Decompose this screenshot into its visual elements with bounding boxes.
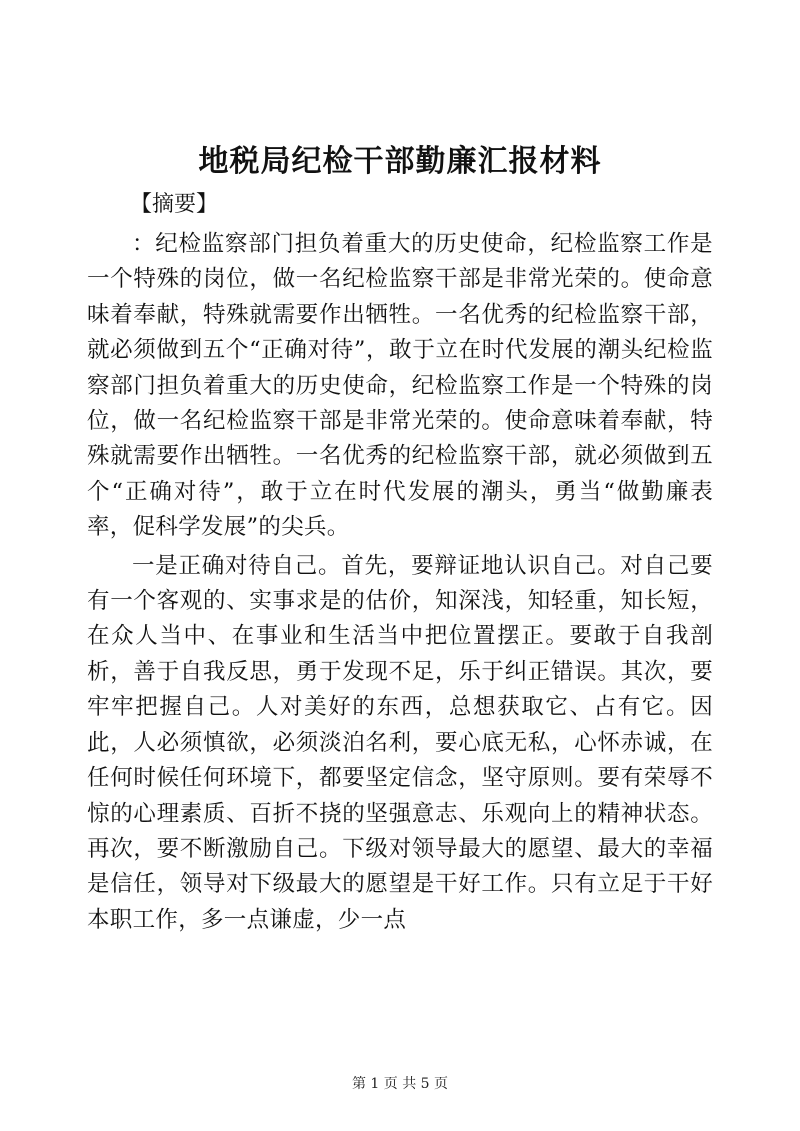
- paragraph-abstract: ：纪检监察部门担负着重大的历史使命，纪检监察工作是一个特殊的岗位，做一名纪检监察干部是非常光荣的。使命意味着奉献，特殊就需要作出牺牲。一名优秀的纪检监察干部，就必须做到五个“正确对待”，敢于立在时代发展的潮头纪检监察部门担负着重大的历史使命，纪检监察工作是一个特殊的岗位，做一名纪检监察干部是非常光荣的。使命意味着奉献，特殊就需要作出牺牲。一名优秀的纪检监察干部，就必须做到五个“正确对待”，敢于立在时代发展的潮头，勇当“做勤廉表率，促科学发展”的尖兵。: [87, 231, 713, 541]
- abstract-label: 【摘要】: [130, 192, 219, 217]
- document-body: [87, 227, 713, 938]
- page-footer: 第 1 页 共 5 页: [351, 1076, 449, 1092]
- paragraph-point-one: 一是正确对待自己。首先，要辩证地认识自己。对自己要有一个客观的、实事求是的估价，知深浅，知轻重，知长短，在众人当中、在事业和生活当中把位置摆正。要敢于自我剖析，善于自我反思，勇于发现不足，乐于纠正错误。其次，要牢牢把握自己。人对美好的东西，总想获取它、占有它。因此，人必须慎欲，必须淡泊名利，要心底无私，心怀赤诚，在任何时候任何环境下，都要坚定信念，坚守原则。要有荣辱不惊的心理素质、百折不挠的坚强意志、乐观向上的精神状态。再次，要不断激励自己。下级对领导最大的愿望、最大的幸福是信任，领导对下级最大的愿望是干好工作。只有立足于干好本职工作，多一点谦虚，少一点: [87, 552, 713, 933]
- document-title: 地税局纪检干部勤廉汇报材料: [198, 144, 602, 179]
